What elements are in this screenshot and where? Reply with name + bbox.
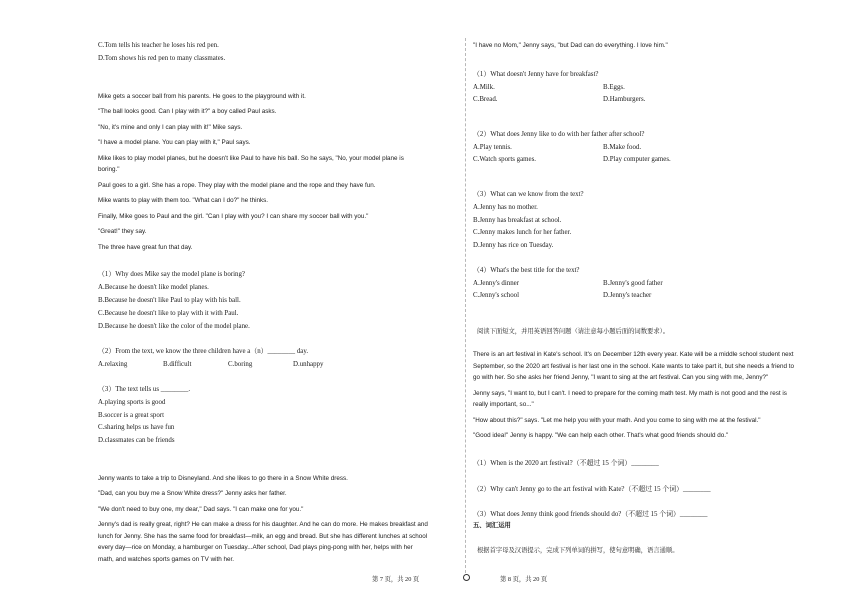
column-divider <box>465 38 466 573</box>
option-d[interactable]: D.Because he doesn't like the color of the model plane. <box>98 323 250 330</box>
passage-line: Paul goes to a girl. She has a rope. They play with the model plane and the rope and they have fun. <box>98 182 376 189</box>
passage-line: Jenny says, "I want to, but I can't. I need to prepare for the coming math test. My math is not good and the rest is <box>473 390 787 397</box>
open-question-1[interactable]: （1）When is the 2020 art festival?（不超过 15 个词）________ <box>473 460 659 467</box>
question-stem: （2）From the text, we know the three children have a（n）________ day. <box>98 348 309 355</box>
option-a[interactable]: A.Milk. <box>473 84 495 91</box>
passage-line: Mike wants to play with them too. "What can I do?" he thinks. <box>98 197 269 204</box>
passage-line: every day—rice on Monday, a hamburger on Tuesday...After school, Dad plays ping-pong with her, helps with her <box>98 544 413 551</box>
passage-line: "No, it's mine and only I can play with it!" Mike says. <box>98 124 243 131</box>
passage-line: go with her. So she asks her friend Jenny, "I want to sing at the art festival. Can you sing with me, Jenny?" <box>473 374 769 381</box>
passage-line: Mike gets a soccer ball from his parents. He goes to the playground with it. <box>98 93 306 100</box>
option-c[interactable]: C.Jenny makes lunch for her father. <box>473 229 572 236</box>
option-c[interactable]: C.Jenny's school <box>473 292 520 299</box>
option-b[interactable]: B.Jenny has breakfast at school. <box>473 217 562 224</box>
passage-line: Jenny wants to take a trip to Disneyland. And she likes to go there in a Snow White dress. <box>98 475 348 482</box>
option-d[interactable]: D.Play computer games. <box>603 156 671 163</box>
binding-circle-icon <box>463 574 470 581</box>
option-b[interactable]: B.soccer is a great sport <box>98 412 165 419</box>
question-stem: （1）Why does Mike say the model plane is boring? <box>98 271 245 278</box>
option-b[interactable]: B.Eggs. <box>603 84 625 91</box>
option-c[interactable]: C.boring <box>228 361 253 368</box>
question-stem: （4）What's the best title for the text? <box>473 267 580 274</box>
option-d[interactable]: D.Jenny has rice on Tuesday. <box>473 242 554 249</box>
option-a[interactable]: A.Because he doesn't like model planes. <box>98 284 209 291</box>
page-number-right: 第 8 页，共 20 页 <box>500 576 548 583</box>
passage-line: "I have no Mom," Jenny says, "but Dad can do everything. I love him." <box>473 42 668 49</box>
passage-line: "The ball looks good. Can I play with it?" a boy called Paul asks. <box>98 108 277 115</box>
open-question-2[interactable]: （2）Why can't Jenny go to the art festival with Kate?（不超过 15 个词）________ <box>473 486 711 493</box>
passage-line: "Dad, can you buy me a Snow White dress?" Jenny asks her father. <box>98 490 287 497</box>
option-b[interactable]: B.Make food. <box>603 144 642 151</box>
passage-line: There is an art festival in Kate's school. It's on December 12th every year. Kate will be a middle school student next <box>473 351 794 358</box>
option-d[interactable]: D.unhappy <box>293 361 324 368</box>
passage-line: really important, so..." <box>473 401 534 408</box>
option-c[interactable]: C.Bread. <box>473 96 498 103</box>
passage-line: "We don't need to buy one, my dear," Dad says. "I can make one for you." <box>98 506 304 513</box>
option-d[interactable]: D.classmates can be friends <box>98 437 175 444</box>
open-question-3[interactable]: （3）What does Jenny think good friends should do?（不超过 15 个词）________ <box>473 511 708 518</box>
passage-line: "I have a model plane. You can play with it," Paul says. <box>98 139 251 146</box>
option-b[interactable]: B.Jenny's good father <box>603 280 663 287</box>
option-d[interactable]: D.Hamburgers. <box>603 96 646 103</box>
passage-line: "How about this?" says. "Let me help you with your math. And you come to sing with me at the festival." <box>473 417 761 424</box>
passage-line: Mike likes to play model planes, but he doesn't like Paul to have his ball. So he says, "No, your model plane is <box>98 155 404 162</box>
passage-line: boring." <box>98 166 120 173</box>
question-stem: （1）What doesn't Jenny have for breakfast? <box>473 71 599 78</box>
option-b[interactable]: B.Because he doesn't like Paul to play with his ball. <box>98 297 241 304</box>
option-a[interactable]: A.Jenny's dinner <box>473 280 520 287</box>
option-c[interactable]: C.sharing helps us have fun <box>98 424 175 431</box>
option-c[interactable]: C.Watch sports games. <box>473 156 536 163</box>
passage-line: September, so the 2020 art festival is her last one in the school. Kate wants to take part it, but she needs a friend to <box>473 363 794 370</box>
option-a[interactable]: A.Play tennis. <box>473 144 512 151</box>
option-d[interactable]: D.Jenny's teacher <box>603 292 652 299</box>
option-a[interactable]: A.relaxing <box>98 361 128 368</box>
option-text: D.Tom shows his red pen to many classmates. <box>98 55 226 62</box>
section-title: 五、词汇运用 <box>473 522 511 529</box>
passage-line: The three have great fun that day. <box>98 244 193 251</box>
option-c[interactable]: C.Because he doesn't like to play with it with Paul. <box>98 310 239 317</box>
passage-line: "Great!" they say. <box>98 228 147 235</box>
section-instruction: 根据首字母及汉语提示，完成下列单词的拼写，使句意明确，语言通顺。 <box>477 547 679 554</box>
passage-line: "Good idea!" Jenny is happy. "We can help each other. That's what good friends should do." <box>473 432 729 439</box>
passage-line: lunch for Jenny. She has the same food for breakfast—milk, an egg and bread. But she has different lunches at school <box>98 533 428 540</box>
passage-line: Jenny's dad is really great, right? He can make a dress for his daughter. And he can do more. He makes breakfast and <box>98 521 428 528</box>
passage-line: math, and watches sports games on TV with her. <box>98 556 235 563</box>
option-a[interactable]: A.playing sports is good <box>98 399 166 406</box>
question-stem: （3）What can we know from the text? <box>473 191 584 198</box>
section-instruction: 阅读下面短文，并用英语回答问题（请注意每小题后面的词数要求）。 <box>477 328 670 335</box>
question-stem: （3）The text tells us ________. <box>98 386 191 393</box>
option-b[interactable]: B.difficult <box>163 361 192 368</box>
option-text: C.Tom tells his teacher he loses his red pen. <box>98 42 219 49</box>
passage-line: Finally, Mike goes to Paul and the girl. "Can I play with you? I can share my soccer ball with you." <box>98 213 369 220</box>
question-stem: （2）What does Jenny like to do with her father after school? <box>473 131 645 138</box>
option-a[interactable]: A.Jenny has no mother. <box>473 204 538 211</box>
page-number-left: 第 7 页，共 20 页 <box>372 576 420 583</box>
